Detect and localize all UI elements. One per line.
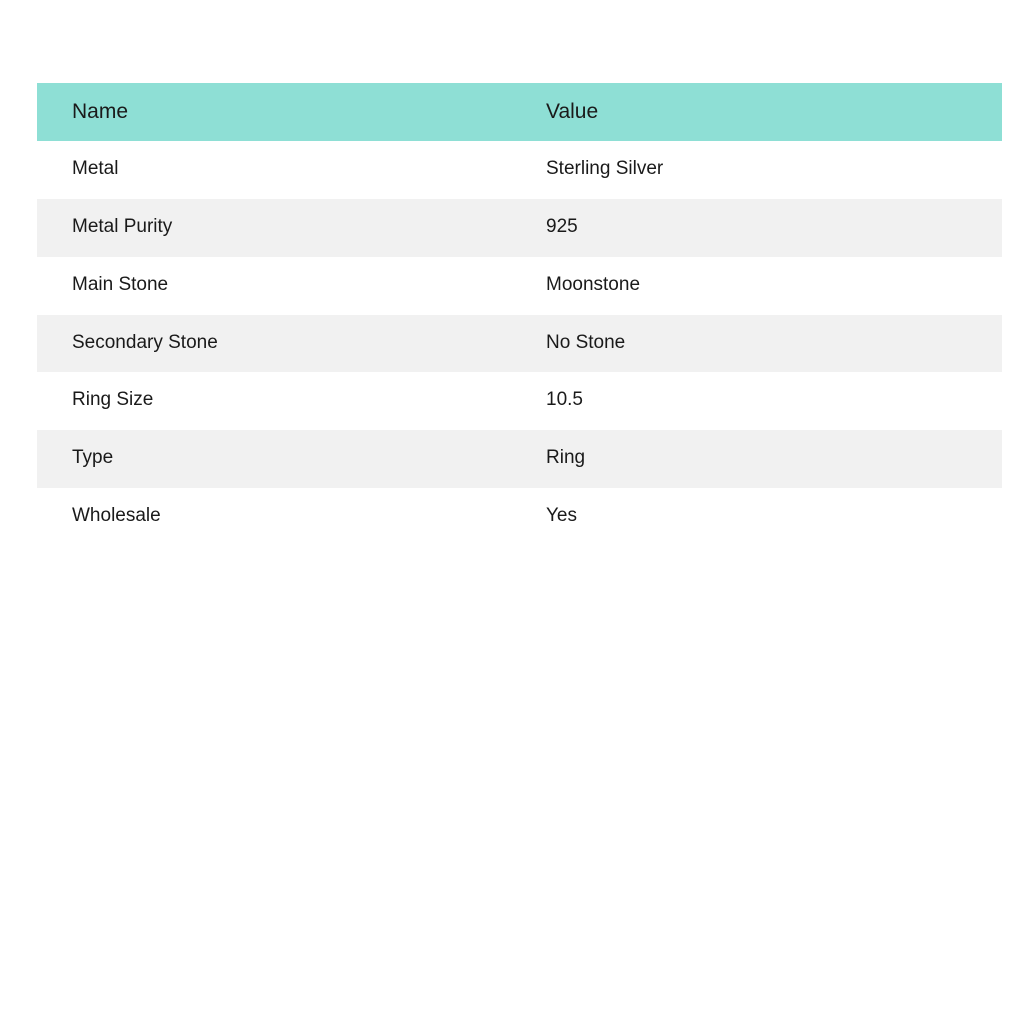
cell-attribute-value: 925 [524, 199, 1002, 257]
column-header-name: Name [37, 83, 524, 141]
cell-attribute-value: Sterling Silver [524, 141, 1002, 199]
table-row [37, 488, 1002, 546]
cell-attribute-value: Ring [524, 430, 1002, 488]
cell-attribute-value: Moonstone [524, 257, 1002, 315]
cell-attribute-name: Metal [37, 141, 524, 199]
table-row [37, 372, 1002, 430]
table-body [37, 141, 1002, 546]
cell-attribute-name: Type [37, 430, 524, 488]
cell-attribute-name: Main Stone [37, 257, 524, 315]
cell-attribute-name: Ring Size [37, 372, 524, 430]
table-row [37, 199, 1002, 257]
cell-attribute-value: No Stone [524, 315, 1002, 373]
cell-attribute-name: Wholesale [37, 488, 524, 546]
table-row [37, 141, 1002, 199]
table-row [37, 430, 1002, 488]
table-header [37, 83, 1002, 141]
cell-attribute-name: Secondary Stone [37, 315, 524, 373]
column-header-value: Value [524, 83, 1002, 141]
table-header-row [37, 83, 1002, 141]
cell-attribute-value: 10.5 [524, 372, 1002, 430]
product-specifications-table [37, 83, 1002, 546]
cell-attribute-name: Metal Purity [37, 199, 524, 257]
table-row [37, 257, 1002, 315]
cell-attribute-value: Yes [524, 488, 1002, 546]
table-row [37, 315, 1002, 373]
